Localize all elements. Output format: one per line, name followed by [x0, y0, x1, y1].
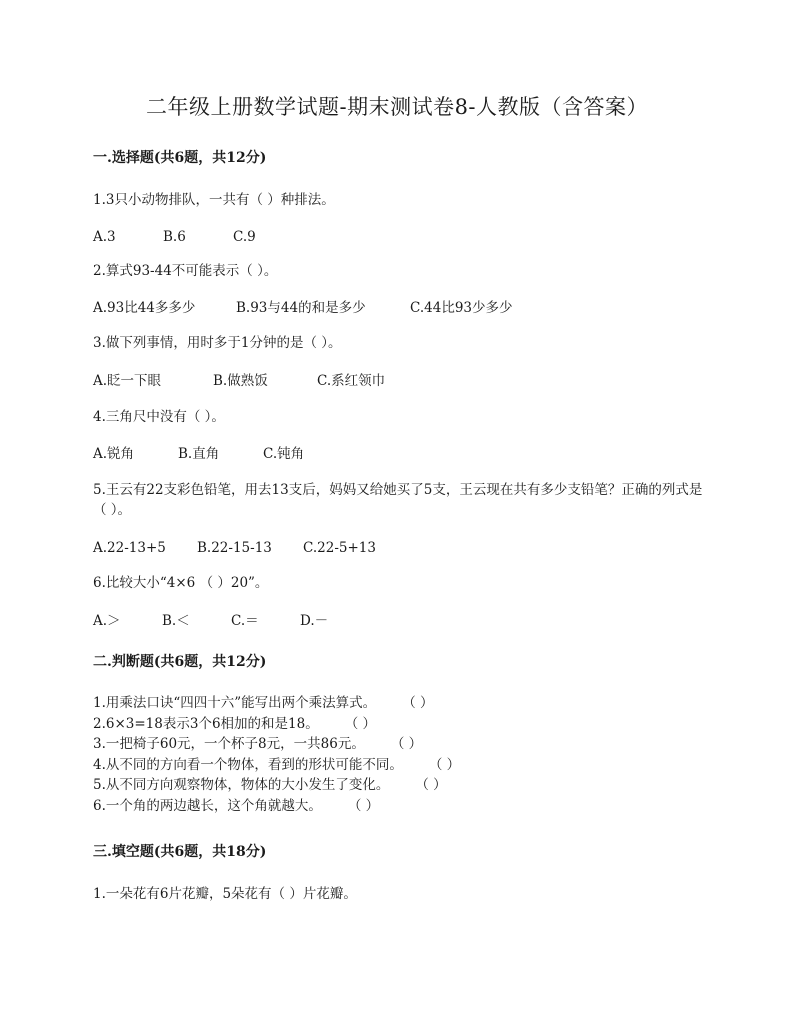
option-a: A.锐角: [93, 446, 135, 462]
answer-parentheses: （ ）: [402, 695, 434, 711]
choice-options-1: [93, 227, 256, 247]
option-c: C.22-5+13: [303, 540, 376, 556]
option-d: D.－: [300, 613, 329, 629]
option-b: B.＜: [162, 613, 190, 629]
option-c: C.系红领巾: [317, 373, 386, 389]
judge-item-3: 3.一把椅子60元，一个杯子8元，一共86元。 （ ）: [93, 734, 460, 755]
choice-question-6: 6.比较大小“4×6 （ ）20”。: [93, 575, 269, 591]
option-a: A.3: [93, 229, 116, 245]
judge-item-5: 5.从不同方向观察物体，物体的大小发生了变化。 （ ）: [93, 775, 460, 796]
option-b: B.直角: [178, 446, 220, 462]
choice-options-2: [93, 298, 513, 318]
option-c: C.＝: [231, 613, 259, 629]
fill-question-1: 1.一朵花有6片花瓣，5朵花有（ ）片花瓣。: [93, 886, 357, 902]
option-b: B.6: [163, 229, 186, 245]
answer-parentheses: （ ）: [347, 797, 380, 814]
option-c: C.44比93少多少: [410, 300, 513, 316]
choice-question-3: 3.做下列事情，用时多于1分钟的是（ ）。: [93, 335, 342, 351]
choice-options-3: [93, 371, 385, 391]
answer-parentheses: （ ）: [415, 777, 447, 793]
option-a: A.22-13+5: [93, 540, 166, 556]
judge-item-1: 1.用乘法口诀“四四十六”能写出两个乘法算式。 （ ）: [93, 693, 460, 714]
option-a: A.眨一下眼: [93, 373, 162, 389]
choice-question-4: 4.三角尺中没有（ ）。: [93, 409, 225, 425]
option-a: A.93比44多多少: [93, 300, 196, 316]
judge-list: [93, 693, 460, 816]
section-heading-choice: 一.选择题(共6题，共12分): [93, 150, 267, 166]
answer-parentheses: （ ）: [390, 736, 423, 752]
choice-options-6: [93, 611, 328, 631]
judge-item-2: 2.6×3=18表示3个6相加的和是18。 （ ）: [93, 714, 460, 735]
option-b: B.做熟饭: [213, 373, 268, 389]
option-b: B.93与44的和是多少: [236, 300, 366, 316]
answer-parentheses: （ ）: [344, 715, 377, 732]
judge-item-6: 6.一个角的两边越长，这个角就越大。 （ ）: [93, 796, 460, 817]
choice-question-5: 5.王云有22支彩色铅笔，用去13支后，妈妈又给她买了5支，王云现在共有多少支铅笔？正确的列式是（ ）。: [93, 482, 703, 518]
choice-options-5: [93, 538, 376, 558]
answer-parentheses: （ ）: [428, 756, 461, 773]
section-heading-fill: 三.填空题(共6题，共18分): [93, 844, 267, 860]
option-c: C.9: [233, 229, 256, 245]
choice-question-1: 1.3只小动物排队，一共有（ ）种排法。: [93, 192, 335, 208]
judge-item-4: 4.从不同的方向看一个物体，看到的形状可能不同。 （ ）: [93, 755, 460, 776]
section-heading-judge: 二.判断题(共6题，共12分): [93, 654, 267, 670]
option-c: C.钝角: [263, 446, 305, 462]
choice-options-4: [93, 444, 304, 464]
choice-question-2: 2.算式93-44不可能表示（ ）。: [93, 263, 278, 279]
document-title: 二年级上册数学试题-期末测试卷8-人教版（含答案）: [145, 95, 649, 119]
option-b: B.22-15-13: [197, 540, 272, 556]
option-a: A.＞: [93, 613, 121, 629]
